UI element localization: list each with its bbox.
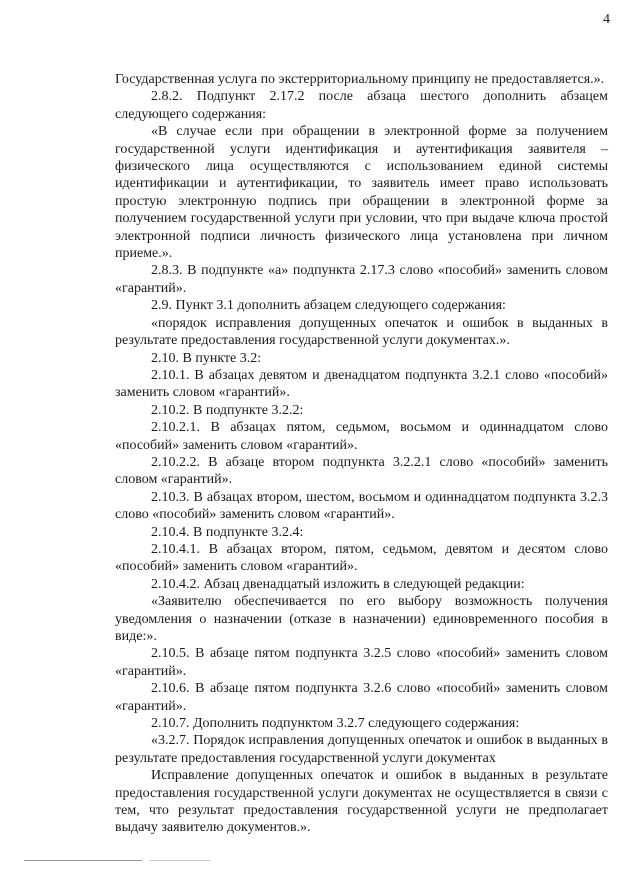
paragraph: «3.2.7. Порядок исправления допущенных опечаток и ошибок в выданных в результате предоставления государственной услуги документах [115, 733, 608, 766]
footer-rule [150, 860, 210, 861]
paragraph: Государственная услуга по экстерриториальному принципу не предоставляется.». [115, 72, 605, 87]
paragraph: 2.10.1. В абзацах девятом и двенадцатом подпункта 3.2.1 слово «пособий» заменить словом «гарантий». [115, 367, 608, 401]
paragraph: 2.10.4.1. В абзацах втором, пятом, седьмом, девятом и десятом слово «пособий» заменить словом «гарантий». [115, 541, 608, 575]
paragraph: 2.10.2.1. В абзацах пятом, седьмом, восьмом и одиннадцатом слово «пособий» заменить словом «гарантий». [115, 420, 608, 453]
paragraph: 2.10.3. В абзацах втором, шестом, восьмом и одиннадцатом подпункта 3.2.3 слово «пособий» заменить словом «гарантий». [115, 489, 608, 523]
footer-rule [24, 860, 142, 861]
paragraph: 2.8.3. В подпункте «а» подпункта 2.17.3 слово «пособий» заменить словом «гарантий». [115, 263, 608, 296]
paragraph: 2.8.2. Подпункт 2.17.2 после абзаца шестого дополнить абзацем следующего содержания: [115, 89, 608, 122]
paragraph: 2.10.2. В подпункте 3.2.2: [151, 402, 304, 418]
paragraph: «порядок исправления допущенных опечаток и ошибок в выданных в результате предоставления государственной услуги документах.». [115, 315, 608, 349]
paragraph: 2.10.5. В абзаце пятом подпункта 3.2.5 слово «пособий» заменить словом «гарантий». [115, 646, 608, 679]
paragraph: 2.10.2.2. В абзаце втором подпункта 3.2.2.1 слово «пособий» заменить словом «гарантий». [115, 454, 608, 488]
paragraph: 2.10.6. В абзаце пятом подпункта 3.2.6 слово «пособий» заменить словом «гарантий». [115, 681, 608, 714]
paragraph: «Заявителю обеспечивается по его выбору возможность получения уведомления о назначении (отказе в назначении) единовременного пособия в виде:». [115, 594, 608, 644]
paragraph: Исправление допущенных опечаток и ошибок в выданных в результате предоставления государственной услуги документах не осуществляется в связи с тем, что результат предоставления государственной услуги не предполагает выдачу заявителю документов.». [115, 768, 608, 836]
paragraph: 2.9. Пункт 3.1 дополнить абзацем следующего содержания: [151, 298, 506, 314]
paragraph: 2.10.4.2. Абзац двенадцатый изложить в следующей редакции: [151, 576, 525, 592]
page-number: 4 [603, 12, 610, 27]
paragraph: «В случае если при обращении в электронной форме за получением государственной услуги идентификация и аутентификация заявителя – физического лица осуществляются с использованием единой системы идентификации и аутентификации, то заявитель имеет право использовать простую электронную подпись при обращении в электронной форме за получением государственной услуги при условии, что при выдаче ключа простой электронной подписи личность физического лица установлена при личном приеме.». [115, 124, 608, 262]
paragraph: 2.10. В пункте 3.2: [151, 350, 262, 366]
paragraph: 2.10.4. В подпункте 3.2.4: [151, 524, 304, 540]
paragraph: 2.10.7. Дополнить подпунктом 3.2.7 следующего содержания: [151, 716, 520, 732]
document-body [115, 71, 608, 837]
